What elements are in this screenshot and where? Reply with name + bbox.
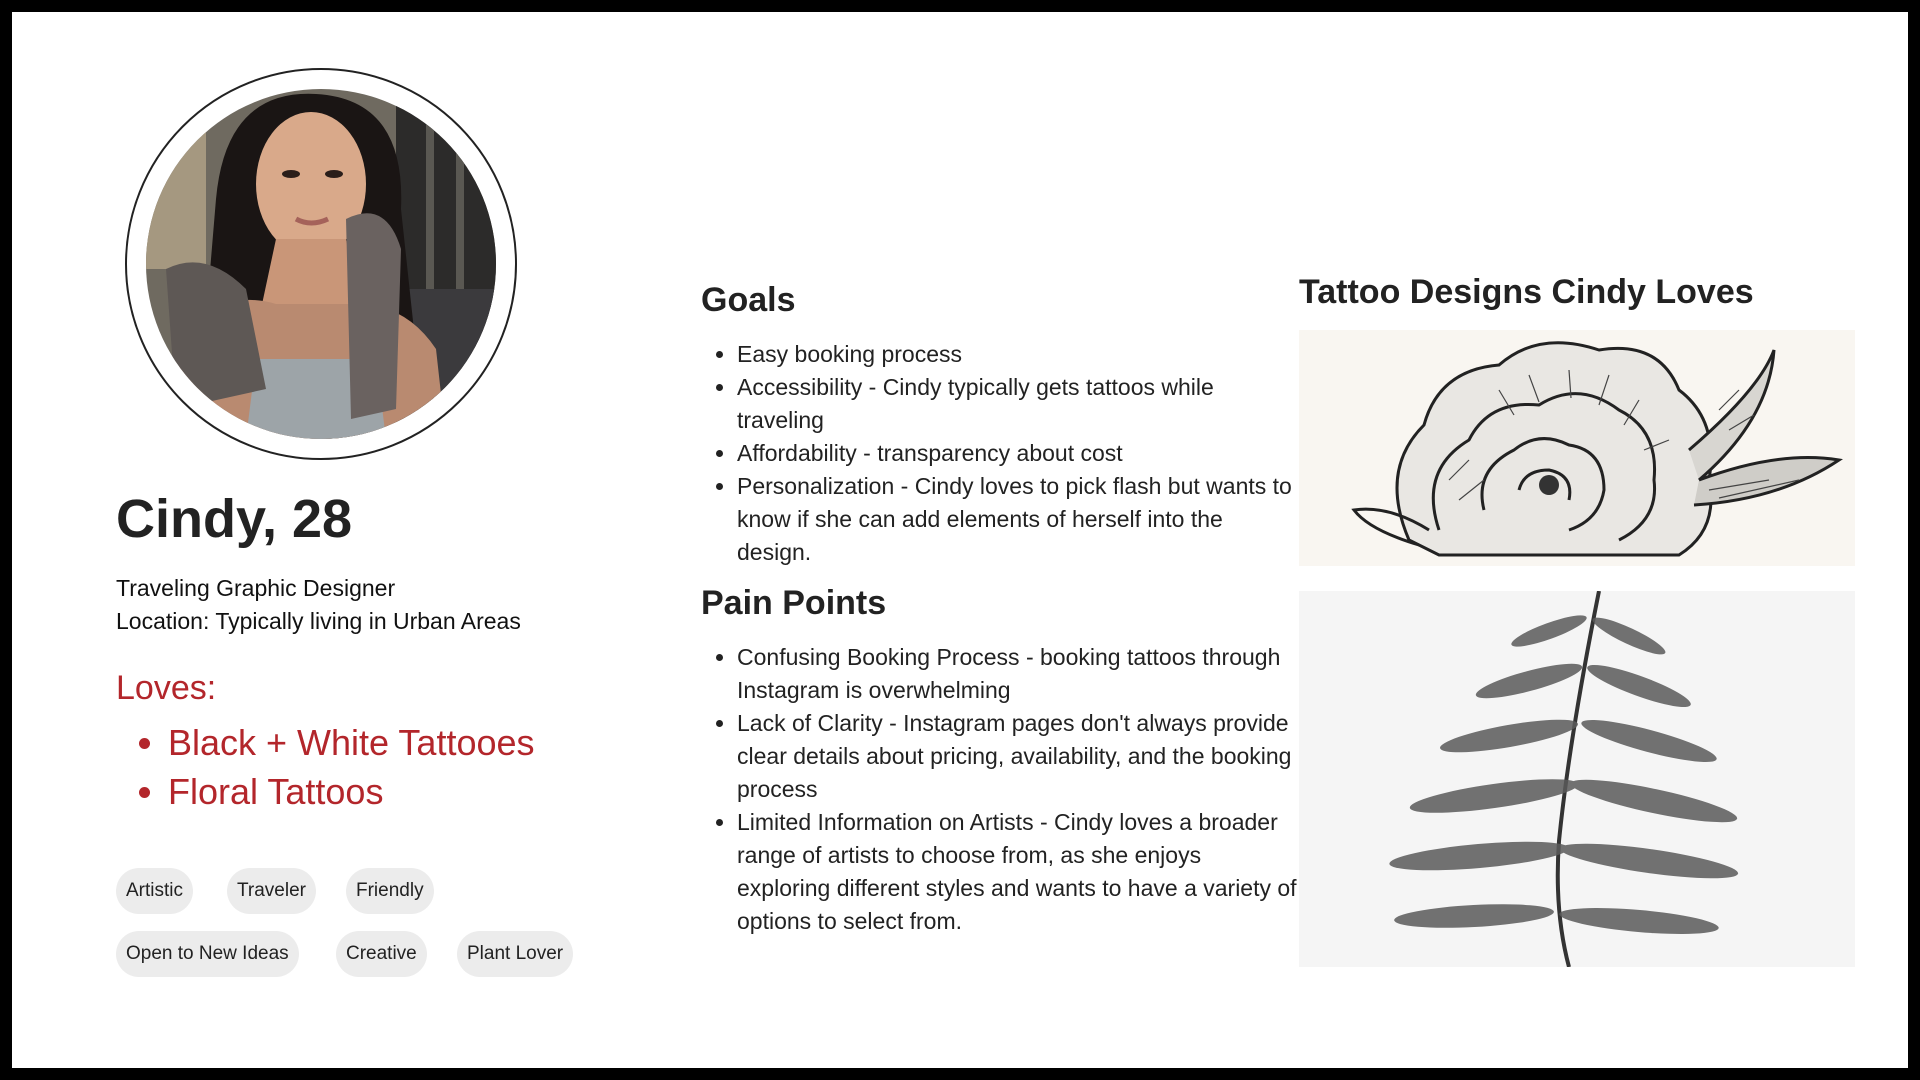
pain-point-item: • Lack of Clarity - Instagram pages don't always provide clear details about pricing, availability, and the booking process <box>737 707 1297 806</box>
pain-points-heading: Pain Points <box>701 584 887 622</box>
persona-name: Cindy, 28 <box>116 489 353 549</box>
trait-chip-friendly: Friendly <box>346 868 434 914</box>
persona-location: Location: Typically living in Urban Areas <box>116 608 521 634</box>
loves-list <box>116 718 535 816</box>
trait-chip-plant-lover: Plant Lover <box>457 931 573 977</box>
trait-chip-creative: Creative <box>336 931 427 977</box>
goals-list <box>701 338 1297 569</box>
peony-sketch-icon <box>1299 330 1855 566</box>
goal-item: • Easy booking process <box>737 338 1297 371</box>
avatar <box>146 89 496 439</box>
goal-item: • Personalization - Cindy loves to pick flash but wants to know if she can add elements of herself into the design. <box>737 470 1297 569</box>
persona-occupation: Traveling Graphic Designer <box>116 575 396 601</box>
designs-heading: Tattoo Designs Cindy Loves <box>1299 273 1754 311</box>
loves-item: • Floral Tattoos <box>168 767 535 816</box>
avatar-frame <box>125 68 517 460</box>
trait-chip-traveler: Traveler <box>227 868 316 914</box>
goal-item: • Accessibility - Cindy typically gets tattoos while traveling <box>737 371 1297 437</box>
pain-points-list <box>701 641 1297 938</box>
pain-point-item: • Limited Information on Artists - Cindy loves a broader range of artists to choose from, as she enjoys exploring different styles and wants to have a variety of options to select from. <box>737 806 1297 938</box>
trait-chip-open-to-new-ideas: Open to New Ideas <box>116 931 299 977</box>
loves-heading: Loves: <box>116 669 217 707</box>
pain-point-item: • Confusing Booking Process - booking tattoos through Instagram is overwhelming <box>737 641 1297 707</box>
persona-photo <box>146 89 496 439</box>
design-image-peony <box>1299 330 1855 566</box>
persona-card <box>12 12 1908 1068</box>
loves-item: • Black + White Tattooes <box>168 718 535 767</box>
design-image-fern <box>1299 591 1855 967</box>
trait-chip-artistic: Artistic <box>116 868 193 914</box>
goal-item: • Affordability - transparency about cost <box>737 437 1297 470</box>
persona-details <box>116 572 521 638</box>
fern-sketch-icon <box>1299 591 1855 967</box>
goals-heading: Goals <box>701 281 796 319</box>
